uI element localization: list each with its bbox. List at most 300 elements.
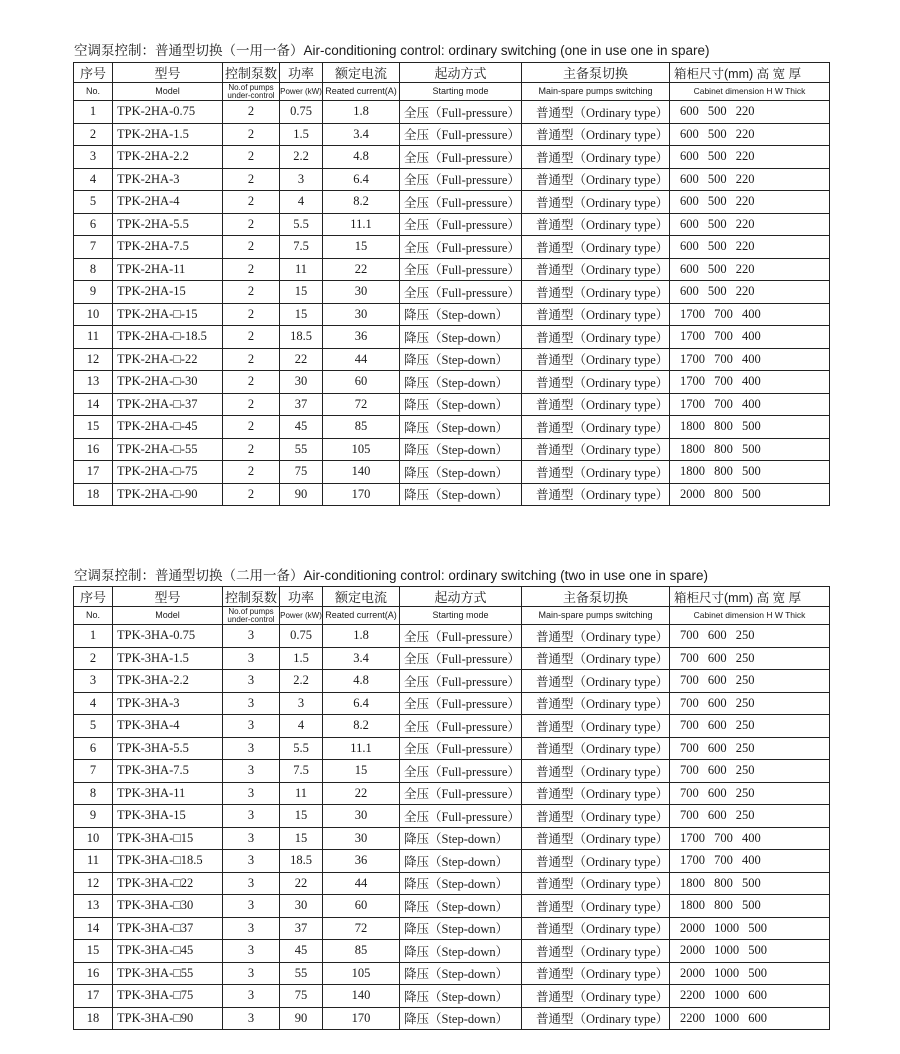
header-pumps-zh: 控制泵数 [223,587,280,607]
header-dimension-en: Cabinet dimension H W Thick [670,607,830,625]
header-current-zh: 额定电流 [323,587,400,607]
cell-model: TPK-3HA-1.5 [113,647,223,670]
table-row [74,715,830,738]
header-pumps-en: No.of pumps under-control [223,607,280,625]
cell-starting-mode: 全压（Full-pressure） [400,101,522,124]
cell-model: TPK-3HA-□15 [113,827,223,850]
cell-current: 8.2 [323,191,400,214]
cell-model: TPK-2HA-4 [113,191,223,214]
cell-starting-mode: 降压（Step-down） [400,872,522,895]
cell-pumps: 2 [223,168,280,191]
cell-starting-mode: 降压（Step-down） [400,895,522,918]
table-row [74,236,830,259]
cell-current: 140 [323,461,400,484]
cell-switching: 普通型（Ordinary type） [522,483,670,506]
cell-dimension: 700 600 250 [670,805,830,828]
cell-current: 6.4 [323,168,400,191]
cell-model: TPK-2HA-15 [113,281,223,304]
cell-pumps: 3 [223,917,280,940]
cell-power: 22 [280,348,323,371]
cell-model: TPK-3HA-□18.5 [113,850,223,873]
cell-switching: 普通型（Ordinary type） [522,416,670,439]
cell-starting-mode: 降压（Step-down） [400,303,522,326]
cell-starting-mode: 全压（Full-pressure） [400,805,522,828]
header-current-en: Reated current(A) [323,607,400,625]
cell-dimension: 1800 800 500 [670,416,830,439]
cell-no: 17 [74,985,113,1008]
cell-starting-mode: 全压（Full-pressure） [400,647,522,670]
cell-power: 11 [280,258,323,281]
header-current-zh: 额定电流 [323,63,400,83]
cell-starting-mode: 全压（Full-pressure） [400,715,522,738]
cell-switching: 普通型（Ordinary type） [522,827,670,850]
cell-current: 44 [323,872,400,895]
cell-pumps: 3 [223,760,280,783]
cell-model: TPK-3HA-5.5 [113,737,223,760]
cell-power: 3 [280,168,323,191]
cell-power: 18.5 [280,850,323,873]
header-no-zh: 序号 [74,63,113,83]
cell-starting-mode: 全压（Full-pressure） [400,281,522,304]
cell-current: 15 [323,236,400,259]
cell-model: TPK-3HA-□37 [113,917,223,940]
cell-dimension: 600 500 220 [670,101,830,124]
cell-switching: 普通型（Ordinary type） [522,213,670,236]
cell-pumps: 3 [223,692,280,715]
table-1-body [74,101,830,506]
cell-switching: 普通型（Ordinary type） [522,805,670,828]
table-row [74,625,830,648]
cell-no: 6 [74,737,113,760]
cell-dimension: 700 600 250 [670,760,830,783]
table-row [74,1007,830,1030]
cell-current: 30 [323,805,400,828]
cell-power: 18.5 [280,326,323,349]
cell-current: 3.4 [323,123,400,146]
cell-switching: 普通型（Ordinary type） [522,737,670,760]
cell-switching: 普通型（Ordinary type） [522,371,670,394]
cell-switching: 普通型（Ordinary type） [522,348,670,371]
cell-starting-mode: 降压（Step-down） [400,917,522,940]
cell-current: 8.2 [323,715,400,738]
header-starting-mode-zh: 起动方式 [400,587,522,607]
cell-starting-mode: 降压（Step-down） [400,326,522,349]
table-row [74,962,830,985]
cell-power: 5.5 [280,737,323,760]
cell-starting-mode: 降压（Step-down） [400,483,522,506]
header-switching-en: Main-spare pumps switching [522,607,670,625]
cell-model: TPK-3HA-□90 [113,1007,223,1030]
cell-dimension: 2000 1000 500 [670,962,830,985]
cell-model: TPK-3HA-4 [113,715,223,738]
cell-switching: 普通型（Ordinary type） [522,393,670,416]
cell-pumps: 3 [223,940,280,963]
header-current-en: Reated current(A) [323,83,400,101]
cell-model: TPK-3HA-7.5 [113,760,223,783]
header-dimension-en: Cabinet dimension H W Thick [670,83,830,101]
header-pumps-en: No.of pumps under-control [223,83,280,101]
cell-model: TPK-2HA-□-18.5 [113,326,223,349]
table-row [74,850,830,873]
cell-power: 4 [280,191,323,214]
cell-dimension: 1700 700 400 [670,393,830,416]
table-row [74,326,830,349]
cell-dimension: 700 600 250 [670,692,830,715]
table-row [74,940,830,963]
cell-starting-mode: 降压（Step-down） [400,850,522,873]
cell-no: 2 [74,647,113,670]
cell-no: 18 [74,483,113,506]
cell-no: 1 [74,625,113,648]
cell-starting-mode: 降压（Step-down） [400,962,522,985]
cell-dimension: 2200 1000 600 [670,1007,830,1030]
cell-model: TPK-2HA-3 [113,168,223,191]
header-switching-en: Main-spare pumps switching [522,83,670,101]
cell-no: 16 [74,962,113,985]
cell-no: 13 [74,371,113,394]
cell-dimension: 600 500 220 [670,213,830,236]
cell-starting-mode: 全压（Full-pressure） [400,123,522,146]
cell-current: 170 [323,483,400,506]
cell-no: 5 [74,715,113,738]
cell-dimension: 600 500 220 [670,191,830,214]
cell-dimension: 600 500 220 [670,258,830,281]
cell-no: 9 [74,281,113,304]
cell-dimension: 1800 800 500 [670,895,830,918]
spec-table-two-in-use [73,586,830,1030]
table-row [74,872,830,895]
cell-switching: 普通型（Ordinary type） [522,872,670,895]
header-power-zh: 功率 [280,587,323,607]
cell-power: 2.2 [280,670,323,693]
cell-current: 6.4 [323,692,400,715]
cell-current: 22 [323,258,400,281]
cell-power: 2.2 [280,146,323,169]
header-power-zh: 功率 [280,63,323,83]
table-row [74,168,830,191]
cell-model: TPK-2HA-5.5 [113,213,223,236]
cell-current: 85 [323,940,400,963]
cell-starting-mode: 降压（Step-down） [400,416,522,439]
table-row [74,647,830,670]
cell-pumps: 3 [223,962,280,985]
table-row [74,782,830,805]
cell-current: 60 [323,895,400,918]
cell-pumps: 2 [223,258,280,281]
header-no-zh: 序号 [74,587,113,607]
cell-power: 45 [280,416,323,439]
cell-current: 11.1 [323,213,400,236]
cell-power: 22 [280,872,323,895]
table-row [74,393,830,416]
header-starting-mode-en: Starting mode [400,607,522,625]
cell-starting-mode: 全压（Full-pressure） [400,213,522,236]
cell-pumps: 3 [223,850,280,873]
cell-starting-mode: 降压（Step-down） [400,461,522,484]
cell-model: TPK-2HA-□-45 [113,416,223,439]
header-switching-zh: 主备泵切换 [522,63,670,83]
cell-power: 3 [280,692,323,715]
cell-switching: 普通型（Ordinary type） [522,782,670,805]
cell-dimension: 1700 700 400 [670,371,830,394]
cell-no: 13 [74,895,113,918]
table-row [74,438,830,461]
cell-dimension: 700 600 250 [670,782,830,805]
header-power-en: Power (kW) [280,607,323,625]
cell-power: 55 [280,438,323,461]
table-row [74,281,830,304]
cell-model: TPK-3HA-□30 [113,895,223,918]
cell-starting-mode: 降压（Step-down） [400,438,522,461]
cell-starting-mode: 降压（Step-down） [400,940,522,963]
cell-model: TPK-2HA-□-22 [113,348,223,371]
cell-model: TPK-2HA-□-15 [113,303,223,326]
cell-switching: 普通型（Ordinary type） [522,438,670,461]
cell-starting-mode: 降压（Step-down） [400,985,522,1008]
cell-current: 60 [323,371,400,394]
table-row [74,760,830,783]
table-row [74,416,830,439]
table-row [74,827,830,850]
cell-no: 12 [74,872,113,895]
header-pumps-zh: 控制泵数 [223,63,280,83]
cell-power: 4 [280,715,323,738]
cell-pumps: 2 [223,371,280,394]
header-dimension-zh: 箱柜尺寸(mm) 高 宽 厚 [670,63,830,83]
cell-current: 72 [323,393,400,416]
cell-no: 8 [74,258,113,281]
cell-no: 4 [74,168,113,191]
cell-current: 22 [323,782,400,805]
cell-dimension: 2000 1000 500 [670,940,830,963]
cell-pumps: 3 [223,1007,280,1030]
header-row-en [74,83,830,101]
cell-current: 1.8 [323,101,400,124]
cell-model: TPK-2HA-□-90 [113,483,223,506]
cell-no: 3 [74,146,113,169]
cell-switching: 普通型（Ordinary type） [522,670,670,693]
cell-no: 5 [74,191,113,214]
table-2-title: 空调泵控制：普通型切换（二用一备）Air-conditioning control: ordinary switching (two in use one in spare) [74,568,708,583]
cell-switching: 普通型（Ordinary type） [522,625,670,648]
cell-dimension: 1700 700 400 [670,827,830,850]
cell-dimension: 700 600 250 [670,737,830,760]
cell-current: 1.8 [323,625,400,648]
table-row [74,146,830,169]
cell-switching: 普通型（Ordinary type） [522,962,670,985]
cell-starting-mode: 全压（Full-pressure） [400,737,522,760]
cell-switching: 普通型（Ordinary type） [522,258,670,281]
table-row [74,123,830,146]
cell-dimension: 600 500 220 [670,123,830,146]
cell-starting-mode: 全压（Full-pressure） [400,191,522,214]
cell-dimension: 700 600 250 [670,647,830,670]
cell-pumps: 2 [223,303,280,326]
table-row [74,737,830,760]
cell-power: 90 [280,483,323,506]
cell-switching: 普通型（Ordinary type） [522,281,670,304]
header-model-zh: 型号 [113,63,223,83]
header-starting-mode-zh: 起动方式 [400,63,522,83]
cell-current: 140 [323,985,400,1008]
cell-pumps: 2 [223,191,280,214]
header-model-en: Model [113,83,223,101]
header-dimension-zh: 箱柜尺寸(mm) 高 宽 厚 [670,587,830,607]
cell-current: 85 [323,416,400,439]
cell-no: 15 [74,416,113,439]
cell-pumps: 2 [223,281,280,304]
table-row [74,461,830,484]
cell-starting-mode: 全压（Full-pressure） [400,782,522,805]
table-row [74,483,830,506]
cell-starting-mode: 全压（Full-pressure） [400,168,522,191]
cell-pumps: 3 [223,715,280,738]
cell-switching: 普通型（Ordinary type） [522,985,670,1008]
cell-dimension: 600 500 220 [670,236,830,259]
header-starting-mode-en: Starting mode [400,83,522,101]
cell-model: TPK-3HA-□22 [113,872,223,895]
cell-model: TPK-3HA-11 [113,782,223,805]
header-row-en [74,607,830,625]
cell-switching: 普通型（Ordinary type） [522,123,670,146]
cell-starting-mode: 全压（Full-pressure） [400,258,522,281]
header-model-zh: 型号 [113,587,223,607]
cell-current: 30 [323,303,400,326]
cell-power: 45 [280,940,323,963]
cell-switching: 普通型（Ordinary type） [522,191,670,214]
cell-power: 7.5 [280,236,323,259]
cell-starting-mode: 全压（Full-pressure） [400,146,522,169]
cell-switching: 普通型（Ordinary type） [522,461,670,484]
cell-model: TPK-3HA-□75 [113,985,223,1008]
cell-model: TPK-2HA-□-55 [113,438,223,461]
cell-model: TPK-2HA-1.5 [113,123,223,146]
cell-current: 72 [323,917,400,940]
cell-switching: 普通型（Ordinary type） [522,146,670,169]
table-row [74,670,830,693]
cell-power: 7.5 [280,760,323,783]
cell-starting-mode: 全压（Full-pressure） [400,760,522,783]
cell-model: TPK-3HA-15 [113,805,223,828]
cell-no: 4 [74,692,113,715]
cell-current: 105 [323,438,400,461]
cell-dimension: 2000 800 500 [670,483,830,506]
cell-dimension: 700 600 250 [670,670,830,693]
cell-model: TPK-3HA-□55 [113,962,223,985]
cell-model: TPK-3HA-3 [113,692,223,715]
cell-starting-mode: 降压（Step-down） [400,827,522,850]
cell-current: 30 [323,827,400,850]
cell-no: 15 [74,940,113,963]
header-model-en: Model [113,607,223,625]
cell-pumps: 2 [223,213,280,236]
cell-starting-mode: 降压（Step-down） [400,1007,522,1030]
cell-switching: 普通型（Ordinary type） [522,303,670,326]
cell-starting-mode: 全压（Full-pressure） [400,625,522,648]
cell-dimension: 2000 1000 500 [670,917,830,940]
cell-switching: 普通型（Ordinary type） [522,692,670,715]
table-row [74,895,830,918]
cell-model: TPK-2HA-□-30 [113,371,223,394]
cell-switching: 普通型（Ordinary type） [522,850,670,873]
cell-current: 30 [323,281,400,304]
cell-current: 105 [323,962,400,985]
cell-dimension: 1700 700 400 [670,303,830,326]
cell-dimension: 1800 800 500 [670,872,830,895]
cell-current: 4.8 [323,670,400,693]
cell-switching: 普通型（Ordinary type） [522,715,670,738]
cell-current: 170 [323,1007,400,1030]
cell-pumps: 2 [223,146,280,169]
cell-model: TPK-2HA-□-75 [113,461,223,484]
cell-power: 15 [280,827,323,850]
cell-model: TPK-3HA-2.2 [113,670,223,693]
cell-power: 15 [280,805,323,828]
cell-pumps: 2 [223,101,280,124]
table-row [74,258,830,281]
cell-pumps: 2 [223,123,280,146]
table-row [74,213,830,236]
cell-dimension: 1800 800 500 [670,461,830,484]
cell-no: 8 [74,782,113,805]
cell-pumps: 2 [223,416,280,439]
table-row [74,371,830,394]
cell-power: 11 [280,782,323,805]
cell-power: 37 [280,393,323,416]
cell-power: 37 [280,917,323,940]
cell-starting-mode: 全压（Full-pressure） [400,670,522,693]
header-no-en: No. [74,607,113,625]
cell-model: TPK-2HA-7.5 [113,236,223,259]
cell-power: 30 [280,371,323,394]
cell-current: 4.8 [323,146,400,169]
cell-no: 14 [74,393,113,416]
cell-no: 14 [74,917,113,940]
cell-switching: 普通型（Ordinary type） [522,101,670,124]
cell-power: 0.75 [280,625,323,648]
cell-pumps: 3 [223,827,280,850]
cell-switching: 普通型（Ordinary type） [522,760,670,783]
table-row [74,348,830,371]
cell-dimension: 1700 700 400 [670,326,830,349]
cell-no: 7 [74,236,113,259]
cell-dimension: 600 500 220 [670,168,830,191]
cell-no: 11 [74,326,113,349]
cell-switching: 普通型（Ordinary type） [522,917,670,940]
cell-switching: 普通型（Ordinary type） [522,895,670,918]
cell-starting-mode: 全压（Full-pressure） [400,692,522,715]
cell-power: 55 [280,962,323,985]
header-row-zh [74,63,830,83]
cell-current: 3.4 [323,647,400,670]
cell-power: 15 [280,303,323,326]
table-row [74,692,830,715]
cell-pumps: 3 [223,670,280,693]
cell-power: 30 [280,895,323,918]
cell-current: 15 [323,760,400,783]
cell-no: 18 [74,1007,113,1030]
cell-pumps: 2 [223,236,280,259]
cell-dimension: 1700 700 400 [670,850,830,873]
cell-power: 1.5 [280,123,323,146]
cell-no: 1 [74,101,113,124]
cell-no: 7 [74,760,113,783]
cell-pumps: 3 [223,782,280,805]
cell-pumps: 2 [223,483,280,506]
cell-dimension: 600 500 220 [670,146,830,169]
cell-pumps: 2 [223,348,280,371]
cell-no: 2 [74,123,113,146]
